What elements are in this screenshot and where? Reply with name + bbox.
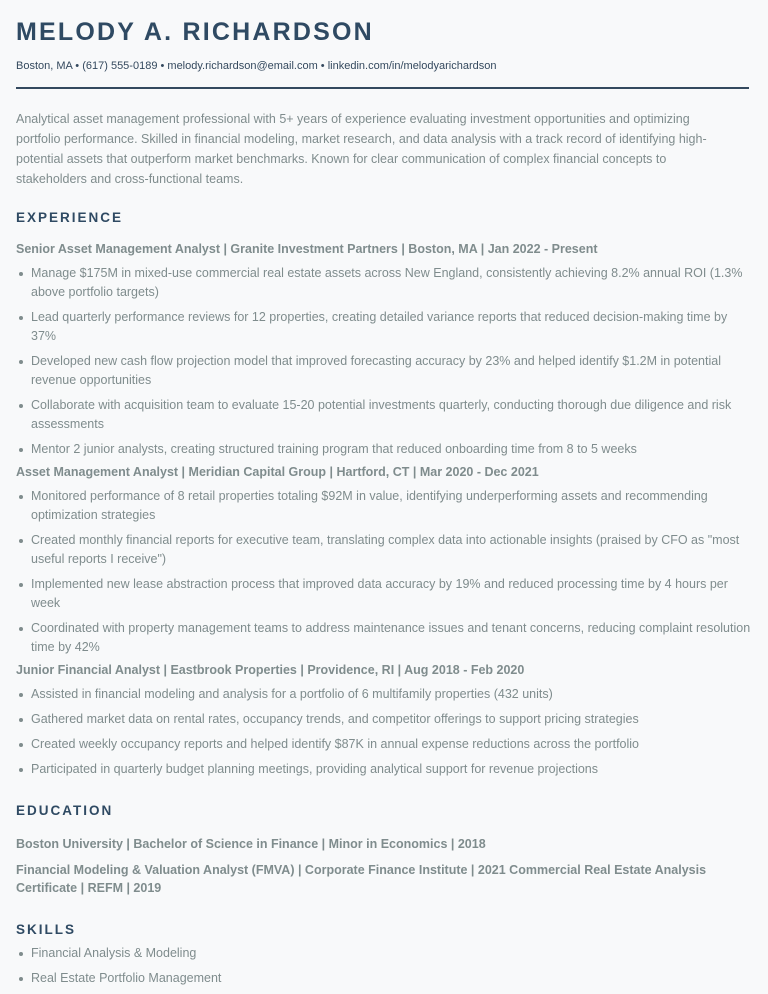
skills-list — [16, 944, 752, 988]
job-bullets — [16, 264, 752, 459]
bullet-item: Mentor 2 junior analysts, creating structured training program that reduced onboarding time from 8 to 5 weeks — [16, 440, 751, 459]
bullet-item: Monitored performance of 8 retail properties totaling $92M in value, identifying underperforming assets and recommending optimization strategies — [16, 487, 751, 525]
job-entry — [16, 240, 752, 459]
skill-item: Financial Analysis & Modeling — [16, 944, 751, 963]
bullet-item: Created monthly financial reports for executive team, translating complex data into actionable insights (praised by CFO as "most useful reports I receive") — [16, 531, 751, 569]
job-bullets — [16, 487, 752, 657]
experience-heading: EXPERIENCE — [16, 210, 124, 225]
bullet-item: Manage $175M in mixed-use commercial real estate assets across New England, consistently achieving 8.2% annual ROI (1.3% above portfolio targets) — [16, 264, 751, 302]
education-entry: Boston University | Bachelor of Science in Finance | Minor in Economics | 2018 — [16, 837, 486, 851]
education-heading: EDUCATION — [16, 803, 114, 818]
bullet-item: Created weekly occupancy reports and helped identify $87K in annual expense reductions across the portfolio — [16, 735, 751, 754]
professional-summary: Analytical asset management professional with 5+ years of experience evaluating investment opportunities and optimizing portfolio performance. Skilled in financial modeling, market research, and data analysis with a track record of identifying high-potential assets that outperform market benchmarks. Known for clear communication of complex financial concepts to stakeholders and cross-functional teams. — [16, 112, 707, 186]
skill-item: Real Estate Portfolio Management — [16, 969, 751, 988]
bullet-item: Developed new cash flow projection model that improved forecasting accuracy by 23% and helped identify $1.2M in potential revenue opportunities — [16, 352, 751, 390]
bullet-item: Assisted in financial modeling and analysis for a portfolio of 6 multifamily properties (432 units) — [16, 685, 751, 704]
certification-entry: Financial Modeling & Valuation Analyst (FMVA) | Corporate Finance Institute | 2021 Commercial Real Estate Analysis Certificate | REFM | 2019 — [16, 863, 707, 895]
contact-info: Boston, MA • (617) 555-0189 • melody.richardson@email.com • linkedin.com/in/melodyarichardson — [16, 60, 497, 72]
job-entry — [16, 463, 752, 657]
job-heading: Senior Asset Management Analyst | Granite Investment Partners | Boston, MA | Jan 2022 - Present — [16, 242, 598, 256]
bullet-item: Lead quarterly performance reviews for 12 properties, creating detailed variance reports that reduced decision-making time by 37% — [16, 308, 751, 346]
bullet-item: Coordinated with property management teams to address maintenance issues and tenant concerns, reducing complaint resolution time by 42% — [16, 619, 751, 657]
candidate-name: MELODY A. RICHARDSON — [16, 18, 374, 46]
skills-heading: SKILLS — [16, 922, 77, 937]
bullet-item: Collaborate with acquisition team to evaluate 15-20 potential investments quarterly, conducting thorough due diligence and risk assessments — [16, 396, 751, 434]
job-heading: Asset Management Analyst | Meridian Capital Group | Hartford, CT | Mar 2020 - Dec 2021 — [16, 465, 539, 479]
bullet-item: Gathered market data on rental rates, occupancy trends, and competitor offerings to support pricing strategies — [16, 710, 751, 729]
job-heading: Junior Financial Analyst | Eastbrook Properties | Providence, RI | Aug 2018 - Feb 2020 — [16, 663, 525, 677]
bullet-item: Participated in quarterly budget planning meetings, providing analytical support for revenue projections — [16, 760, 751, 779]
job-bullets — [16, 685, 752, 779]
job-entry — [16, 661, 752, 779]
header-divider — [16, 87, 749, 89]
bullet-item: Implemented new lease abstraction process that improved data accuracy by 19% and reduced processing time by 4 hours per week — [16, 575, 751, 613]
